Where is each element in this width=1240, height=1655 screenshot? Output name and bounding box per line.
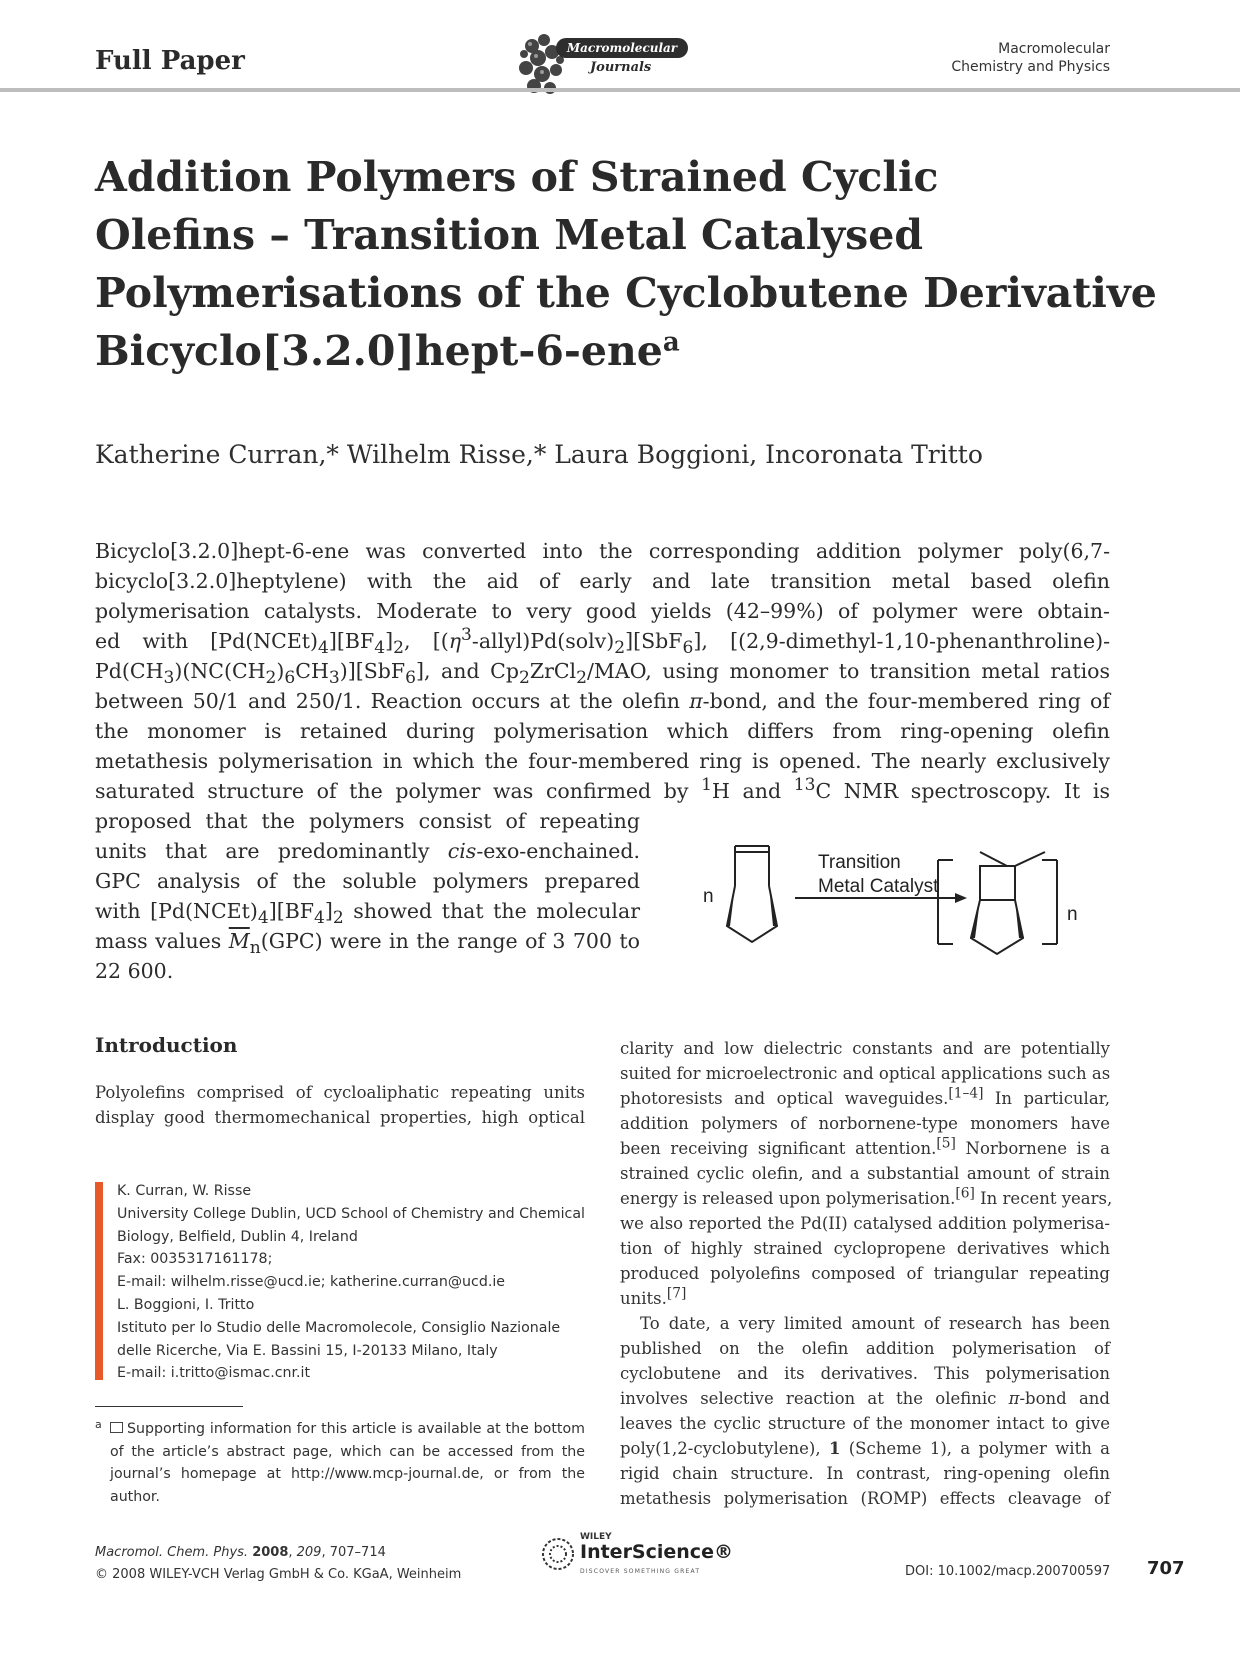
affiliation-line: K. Curran, W. Risse	[117, 1183, 252, 1199]
title-line-2: Olefins – Transition Metal Catalysed	[95, 211, 923, 259]
abstract-line: bicyclo[3.2.0]heptylene) with the aid of early and late transition metal based olefin	[95, 569, 1110, 593]
text-line: cyclobutene and its derivatives. This polymerisation	[620, 1364, 1110, 1383]
journal-line-1: Macromolecular	[998, 41, 1110, 57]
globe-icon	[540, 1536, 576, 1572]
reaction-scheme	[695, 838, 1095, 988]
text-line: Polyolefins comprised of cycloaliphatic repeating units	[95, 1083, 585, 1102]
text-line: suited for microelectronic and optical applications such as	[620, 1064, 1111, 1083]
text-line: rigid chain structure. In contrast, ring-opening olefin	[620, 1464, 1110, 1483]
abstract-line: ed with $[Pd(NCEt)_4][BF_4]_2$, $[(\eta^3-allyl)Pd(solv)_2][SbF_6]$, [(2,9-dimethyl-1,10-phenanthroline)-	[95, 625, 1110, 659]
scheme-label-transition: Transition	[818, 852, 901, 873]
author-list: Katherine Curran,* Wilhelm Risse,* Laura Boggioni, Incoronata Tritto	[95, 440, 983, 469]
section-heading-introduction: Introduction	[95, 1033, 238, 1057]
text-line: display good thermomechanical properties, high optical	[95, 1108, 585, 1127]
abstract-line: units that are predominantly cis-exo-enchained.	[95, 839, 640, 863]
footnote-line: Supporting information for this article is available at the bottom	[95, 1418, 585, 1441]
affiliation-accent-bar	[95, 1182, 103, 1380]
affiliation-line: Biology, Belfield, Dublin 4, Ireland	[117, 1228, 358, 1245]
affiliation-line: University College Dublin, UCD School of Chemistry and Chemical	[117, 1205, 585, 1222]
journal-line-2: Chemistry and Physics	[951, 59, 1110, 75]
title-line-1: Addition Polymers of Strained Cyclic	[95, 153, 939, 201]
text-line: strained cyclic olefin, and a substantial amount of strain	[620, 1164, 1110, 1183]
text-line: tion of highly strained cyclopropene derivatives which	[620, 1239, 1110, 1258]
title-footnote-mark: a	[662, 327, 680, 358]
citation-journal: Macromol. Chem. Phys.	[95, 1545, 249, 1560]
abstract-line: mass values $\overline{M}_n(GPC)$ were in the range of 3 700 to	[95, 929, 640, 959]
text-line: poly(1,2-cyclobutylene), 1 (Scheme 1), a polymer with a	[620, 1439, 1110, 1458]
logo-badge: Macromolecular	[556, 38, 688, 58]
footnote	[95, 1418, 585, 1508]
right-column-text	[620, 1036, 1113, 1511]
arrow-head-icon	[955, 893, 967, 903]
abstract-line: 22 600.	[95, 959, 174, 983]
affiliation-line: E-mail: wilhelm.risse@ucd.ie; katherine.curran@ucd.ie	[117, 1274, 506, 1291]
affiliation-line: E-mail: i.tritto@ismac.cnr.it	[117, 1365, 311, 1382]
text-line: we also reported the Pd(II) catalysed addition polymerisa-	[620, 1214, 1110, 1233]
scheme-label-catalyst: Metal Catalyst	[818, 876, 939, 897]
section-label: Full Paper	[95, 46, 245, 76]
affiliation-line: delle Ricerche, Via E. Bassini 15, I-20133 Milano, Italy	[117, 1342, 498, 1359]
intro-paragraph	[95, 1080, 585, 1130]
page-number: 707	[1147, 1558, 1185, 1579]
footnote-line: journal’s homepage at http://www.mcp-journal.de, or from the	[110, 1466, 585, 1482]
text-line: units.[7]	[620, 1285, 687, 1308]
text-line: clarity and low dielectric constants and are potentially	[620, 1039, 1110, 1058]
affiliation-line: Fax: 0035317161178;	[117, 1251, 273, 1268]
affiliation-line: Istituto per lo Studio delle Macromolecole, Consiglio Nazionale	[117, 1319, 561, 1336]
publisher-small: WILEY	[580, 1532, 612, 1542]
text-line: been receiving significant attention.[5] Norbornene is a	[620, 1135, 1110, 1158]
computer-icon	[110, 1422, 123, 1433]
scheme-n-left: n	[703, 886, 714, 907]
text-line: To date, a very limited amount of research has been	[640, 1314, 1110, 1333]
text-line: energy is released upon polymerisation.[6] In recent years,	[620, 1185, 1113, 1208]
text-line: photoresists and optical waveguides.[1–4] In particular,	[620, 1085, 1110, 1108]
footnote-line: of the article’s abstract page, which can be accessed from the	[110, 1443, 585, 1460]
abstract-line: Bicyclo[3.2.0]hept-6-ene was converted into the corresponding addition polymer poly(6,7-	[95, 539, 1110, 563]
abstract-line: saturated structure of the polymer was confirmed by $^1$H and $^{13}$C NMR spectroscopy. It is	[95, 775, 1110, 803]
article-title	[95, 148, 1157, 380]
abstract-line: between 50/1 and 250/1. Reaction occurs at the olefin π-bond, and the four-membered ring of	[95, 689, 1110, 713]
citation-pages: , 707–714	[321, 1545, 386, 1560]
abstract-line: proposed that the polymers consist of repeating	[95, 809, 640, 833]
text-line: produced polyolefins composed of triangular repeating	[620, 1264, 1110, 1283]
affiliation-line: L. Boggioni, I. Tritto	[117, 1296, 255, 1313]
text-line: metathesis polymerisation (ROMP) effects cleavage of	[620, 1489, 1110, 1508]
title-line-4: Bicyclo[3.2.0]hept-6-ene	[95, 327, 663, 375]
copyright: © 2008 WILEY-VCH Verlag GmbH & Co. KGaA, Weinheim	[95, 1567, 462, 1582]
footnote-mark: a	[95, 1418, 102, 1431]
abstract-line: GPC analysis of the soluble polymers prepared	[95, 869, 640, 893]
footnote-rule	[95, 1406, 243, 1407]
text-line: addition polymers of norbornene-type monomers have	[620, 1114, 1110, 1133]
text-line: published on the olefin addition polymerisation of	[620, 1339, 1110, 1358]
text-line: leaves the cyclic structure of the monomer intact to give	[620, 1414, 1110, 1433]
footnote-line: author.	[110, 1488, 160, 1505]
publisher-tagline: DISCOVER SOMETHING GREAT	[580, 1568, 701, 1575]
affiliations	[117, 1180, 585, 1385]
journals-logo	[512, 24, 698, 108]
publisher-name: InterScience®	[580, 1541, 733, 1563]
logo-word: Journals	[590, 60, 652, 75]
citation-year: 2008	[252, 1545, 289, 1560]
abstract-line: polymerisation catalysts. Moderate to very good yields (42–99%) of polymer were obtain-	[95, 599, 1110, 623]
citation-footer: Macromol. Chem. Phys. 2008, 209, 707–714 © 2008 WILEY-VCH Verlag GmbH & Co. KGaA, Weinheim	[95, 1542, 461, 1586]
abstract-line: metathesis polymerisation in which the four-membered ring is opened. The nearly exclusively	[95, 749, 1110, 773]
journal-name	[951, 40, 1110, 76]
doi: DOI: 10.1002/macp.200700597	[905, 1564, 1111, 1579]
abstract-line: $Pd(CH_3)(NC(CH_2)_6CH_3)][SbF_6]$, and $Cp_2ZrCl_2$/MAO, using monomer to transition metal ratios	[95, 659, 1111, 689]
text-line: involves selective reaction at the olefinic π-bond and	[620, 1389, 1110, 1408]
header-rule	[0, 88, 1240, 92]
abstract-line: with $[Pd(NCEt)_4][BF_4]_2$ showed that the molecular	[95, 899, 640, 929]
interscience-logo	[540, 1530, 740, 1580]
title-line-3: Polymerisations of the Cyclobutene Derivative	[95, 269, 1157, 317]
molecule-logo-icon	[512, 24, 572, 104]
scheme-n-right: n	[1067, 904, 1078, 925]
abstract-line: the monomer is retained during polymerisation which differs from ring-opening olefin	[95, 719, 1110, 743]
citation-volume: 209	[296, 1545, 322, 1560]
